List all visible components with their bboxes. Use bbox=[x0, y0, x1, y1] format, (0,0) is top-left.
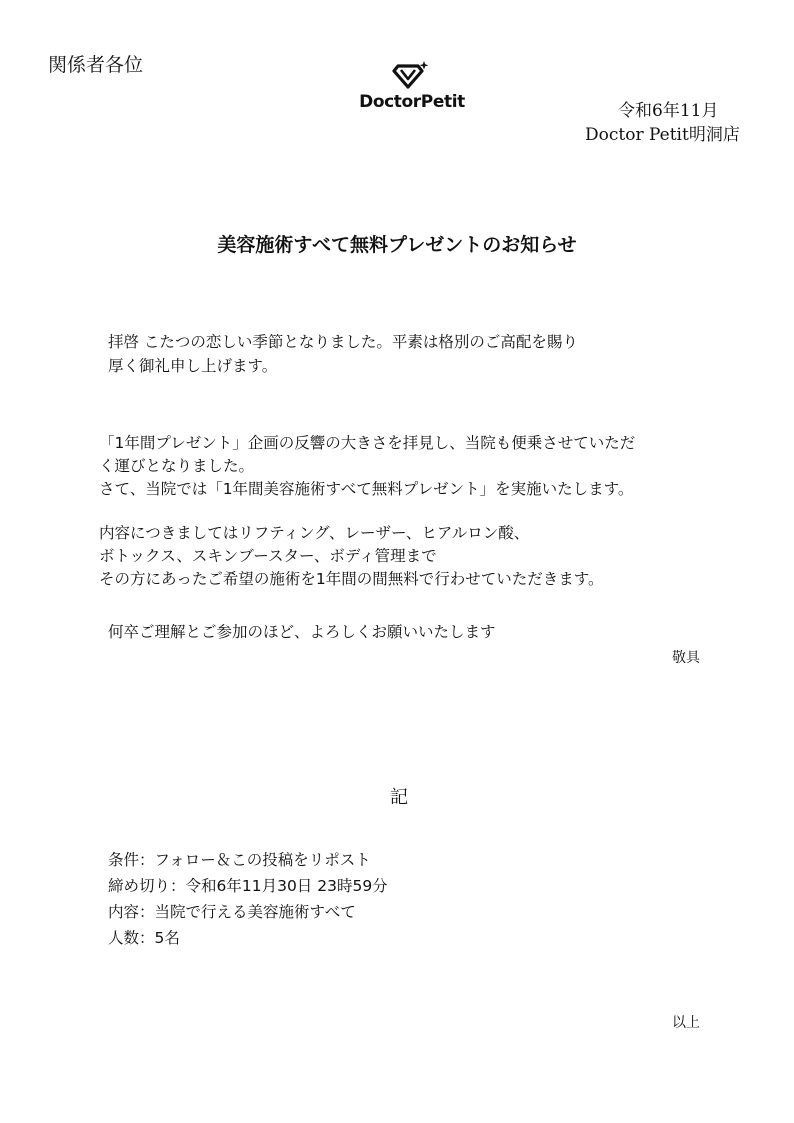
issue-date: 令和6年11月 bbox=[618, 101, 719, 121]
addressee: 関係者各位 bbox=[48, 54, 144, 76]
body-line: く運びとなりました。 bbox=[99, 457, 255, 475]
closing-line: 何卒ご理解とご参加のほど、よろしくお願いいたします bbox=[108, 623, 496, 641]
brand-logo bbox=[356, 60, 468, 122]
detail-item: 条件：フォロー＆この投稿をリポスト bbox=[108, 851, 371, 869]
diamond-sparkle-icon bbox=[392, 60, 432, 90]
content-line: その方にあったご希望の施術を1年間の間無料で行わせていただきます。 bbox=[99, 570, 604, 588]
detail-item: 人数：5名 bbox=[108, 929, 180, 947]
body-line: 「1年間プレゼント」企画の反響の大きさを拝見し、当院も便乗させていただ bbox=[99, 434, 636, 452]
store-name: Doctor Petit明洞店 bbox=[585, 125, 740, 145]
greeting-line: 拝啓 こたつの恋しい季節となりました。平素は格別のご高配を賜り bbox=[108, 333, 578, 351]
detail-item: 締め切り：令和6年11月30日 23時59分 bbox=[108, 877, 388, 895]
details-list bbox=[108, 847, 388, 951]
body-line: さて、当院では「1年間美容施術すべて無料プレゼント」を実施いたします。 bbox=[99, 480, 634, 498]
page-title: 美容施術すべて無料プレゼントのお知らせ bbox=[217, 234, 577, 256]
greeting-paragraph bbox=[108, 330, 578, 378]
content-line: 内容につきましてはリフティング、レーザー、ヒアルロン酸、 bbox=[99, 524, 530, 542]
greeting-line: 厚く御礼申し上げます。 bbox=[108, 357, 278, 375]
ki-heading: 記 bbox=[390, 787, 408, 808]
content-paragraph bbox=[99, 522, 603, 591]
keigu-sign-off: 敬具 bbox=[672, 650, 700, 666]
announcement-paragraph bbox=[99, 432, 635, 501]
detail-item: 内容：当院で行える美容施術すべて bbox=[108, 903, 356, 921]
ijo-end-mark: 以上 bbox=[672, 1015, 700, 1031]
logo-text: DoctorPetit bbox=[359, 92, 465, 112]
content-line: ボトックス、スキンブースター、ボディ管理まで bbox=[99, 547, 437, 565]
